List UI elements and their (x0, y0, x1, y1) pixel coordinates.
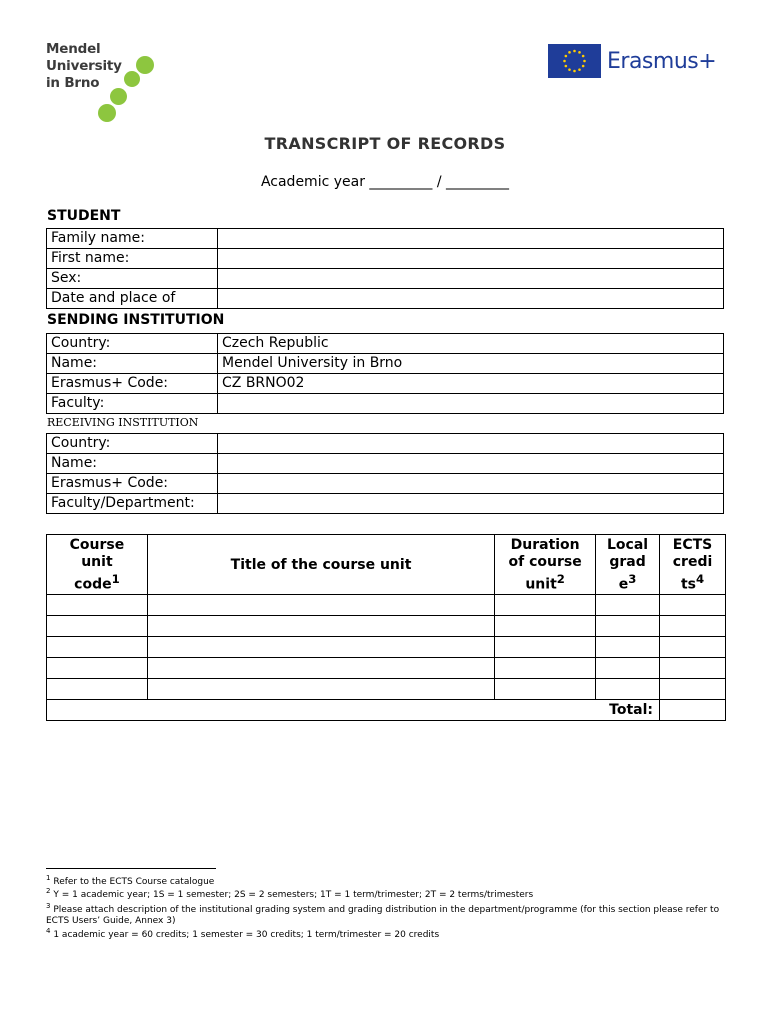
course-grade-cell[interactable] (596, 678, 660, 699)
student-table (46, 228, 724, 309)
course-credits-cell[interactable] (660, 636, 726, 657)
header-text: Title of the course unit (230, 556, 412, 573)
logo-line-3: in Brno (46, 75, 100, 91)
header-text: code (74, 576, 112, 593)
course-credits-cell[interactable] (660, 678, 726, 699)
sex-field[interactable] (218, 269, 724, 289)
course-duration-cell[interactable] (495, 615, 596, 636)
logo-dot (110, 88, 127, 105)
header-text: of course (508, 554, 582, 570)
eu-star-icon (563, 60, 566, 63)
header-text: ts (680, 576, 696, 593)
logo-line-2: University (46, 58, 122, 74)
total-row (47, 699, 726, 720)
receiving-institution-heading: RECEIVING INSTITUTION (47, 416, 199, 429)
logo-dot (124, 71, 140, 87)
receiving-code-field[interactable] (218, 474, 724, 494)
footnote-number: 3 (46, 902, 51, 910)
receiving-institution-table (46, 433, 724, 514)
table-row (47, 394, 724, 414)
header-text: Duration (510, 537, 580, 553)
courses-table (46, 534, 726, 721)
course-grade-cell[interactable] (596, 636, 660, 657)
receiving-name-field[interactable] (218, 454, 724, 474)
course-credits-cell[interactable] (660, 657, 726, 678)
footnote-ref: 2 (556, 572, 565, 586)
course-grade-cell[interactable] (596, 615, 660, 636)
first-name-field[interactable] (218, 249, 724, 269)
table-row (47, 289, 724, 309)
header-text: grad (609, 554, 646, 570)
sending-institution-heading: SENDING INSTITUTION (47, 312, 225, 328)
footnote-4 (46, 926, 724, 941)
footnote-ref: 1 (111, 572, 120, 586)
eu-star-icon (578, 51, 581, 54)
sending-name-field[interactable]: Mendel University in Brno (218, 354, 724, 374)
footnote-ref: 4 (695, 572, 705, 586)
course-title-cell[interactable] (147, 615, 494, 636)
total-credits-cell[interactable] (660, 699, 726, 720)
footnote-divider (46, 868, 216, 869)
mendel-university-logo (46, 41, 166, 126)
field-label: Name: (47, 454, 218, 474)
header-text: Course (69, 537, 125, 553)
course-code-cell[interactable] (47, 678, 148, 699)
sending-institution-table (46, 333, 724, 414)
field-label: First name: (47, 249, 218, 269)
eu-star-icon (565, 65, 568, 68)
course-title-cell[interactable] (147, 636, 494, 657)
table-row (47, 249, 724, 269)
footnote-3 (46, 901, 724, 927)
eu-star-icon (573, 70, 576, 73)
field-label: Erasmus+ Code: (47, 374, 218, 394)
total-label: Total: (47, 699, 660, 720)
table-row (47, 615, 726, 636)
field-label: Country: (47, 334, 218, 354)
footnote-number: 2 (46, 887, 51, 895)
logo-dot (98, 104, 116, 122)
header-text: credi (672, 554, 713, 570)
course-title-cell[interactable] (147, 678, 494, 699)
header-local-grade (596, 535, 660, 595)
header-text: unit (81, 554, 113, 570)
course-title-cell[interactable] (147, 594, 494, 615)
footnote-ref: 3 (628, 572, 637, 586)
table-row (47, 374, 724, 394)
header-text: unit (525, 576, 557, 593)
course-credits-cell[interactable] (660, 594, 726, 615)
footnote-number: 1 (46, 874, 51, 882)
sending-faculty-field[interactable] (218, 394, 724, 414)
course-duration-cell[interactable] (495, 636, 596, 657)
header-text: ECTS (672, 537, 713, 553)
table-row (47, 636, 726, 657)
eu-star-icon (582, 65, 585, 68)
course-duration-cell[interactable] (495, 657, 596, 678)
footnote-text: Refer to the ECTS Course catalogue (53, 877, 215, 887)
course-duration-cell[interactable] (495, 678, 596, 699)
course-title-cell[interactable] (147, 657, 494, 678)
eu-star-icon (582, 55, 585, 58)
field-label: Erasmus+ Code: (47, 474, 218, 494)
sending-country-field[interactable]: Czech Republic (218, 334, 724, 354)
receiving-country-field[interactable] (218, 434, 724, 454)
family-name-field[interactable] (218, 229, 724, 249)
course-credits-cell[interactable] (660, 615, 726, 636)
field-label: Name: (47, 354, 218, 374)
logo-dot (136, 56, 154, 74)
footnote-text: Y = 1 academic year; 1S = 1 semester; 2S = 2 semesters; 1T = 1 term/trimester; 2T = 2 terms/trimesters (53, 890, 534, 900)
table-row (47, 434, 724, 454)
date-place-field[interactable] (218, 289, 724, 309)
erasmus-plus-logo (548, 44, 728, 80)
table-row (47, 269, 724, 289)
table-row (47, 594, 726, 615)
course-code-cell[interactable] (47, 657, 148, 678)
table-row (47, 678, 726, 699)
erasmus-wordmark: Erasmus+ (607, 49, 717, 74)
footnote-2 (46, 886, 724, 901)
field-label: Family name: (47, 229, 218, 249)
table-row (47, 229, 724, 249)
student-heading: STUDENT (47, 208, 121, 224)
eu-star-icon (568, 51, 571, 54)
field-label: Country: (47, 434, 218, 454)
field-label: Date and place of (47, 289, 218, 309)
page-title: TRANSCRIPT OF RECORDS (264, 134, 506, 153)
table-row (47, 474, 724, 494)
course-grade-cell[interactable] (596, 594, 660, 615)
logo-line-1: Mendel (46, 41, 101, 57)
footnote-text: Please attach description of the institutional grading system and grading distribution in the department/programme (for this section please refer to ECTS Users’ Guide, Annex 3) (46, 905, 720, 926)
header-text: e (618, 576, 629, 593)
footnote-number: 4 (46, 927, 51, 935)
field-label: Faculty: (47, 394, 218, 414)
course-duration-cell[interactable] (495, 594, 596, 615)
table-row (47, 454, 724, 474)
eu-flag-icon (548, 44, 601, 78)
header-course-title (147, 535, 494, 595)
footnote-text: 1 academic year = 60 credits; 1 semester = 30 credits; 1 term/trimester = 20 credits (53, 930, 440, 940)
table-row (47, 334, 724, 354)
table-row (47, 354, 724, 374)
eu-star-icon (568, 68, 571, 71)
course-code-cell[interactable] (47, 636, 148, 657)
header-text: Local (607, 537, 649, 553)
eu-star-icon (583, 60, 586, 63)
academic-year-line: Academic year _________ / _________ (260, 174, 510, 190)
eu-star-icon (565, 55, 568, 58)
courses-header-row (47, 535, 726, 595)
course-code-cell[interactable] (47, 594, 148, 615)
sending-code-field[interactable]: CZ BRNO02 (218, 374, 724, 394)
eu-star-icon (573, 50, 576, 53)
header-course-unit-code (47, 535, 148, 595)
field-label: Sex: (47, 269, 218, 289)
table-row (47, 494, 724, 514)
eu-star-icon (578, 68, 581, 71)
header-ects-credits (660, 535, 726, 595)
receiving-faculty-field[interactable] (218, 494, 724, 514)
field-label: Faculty/Department: (47, 494, 218, 514)
table-row (47, 657, 726, 678)
course-grade-cell[interactable] (596, 657, 660, 678)
header-duration (495, 535, 596, 595)
course-code-cell[interactable] (47, 615, 148, 636)
